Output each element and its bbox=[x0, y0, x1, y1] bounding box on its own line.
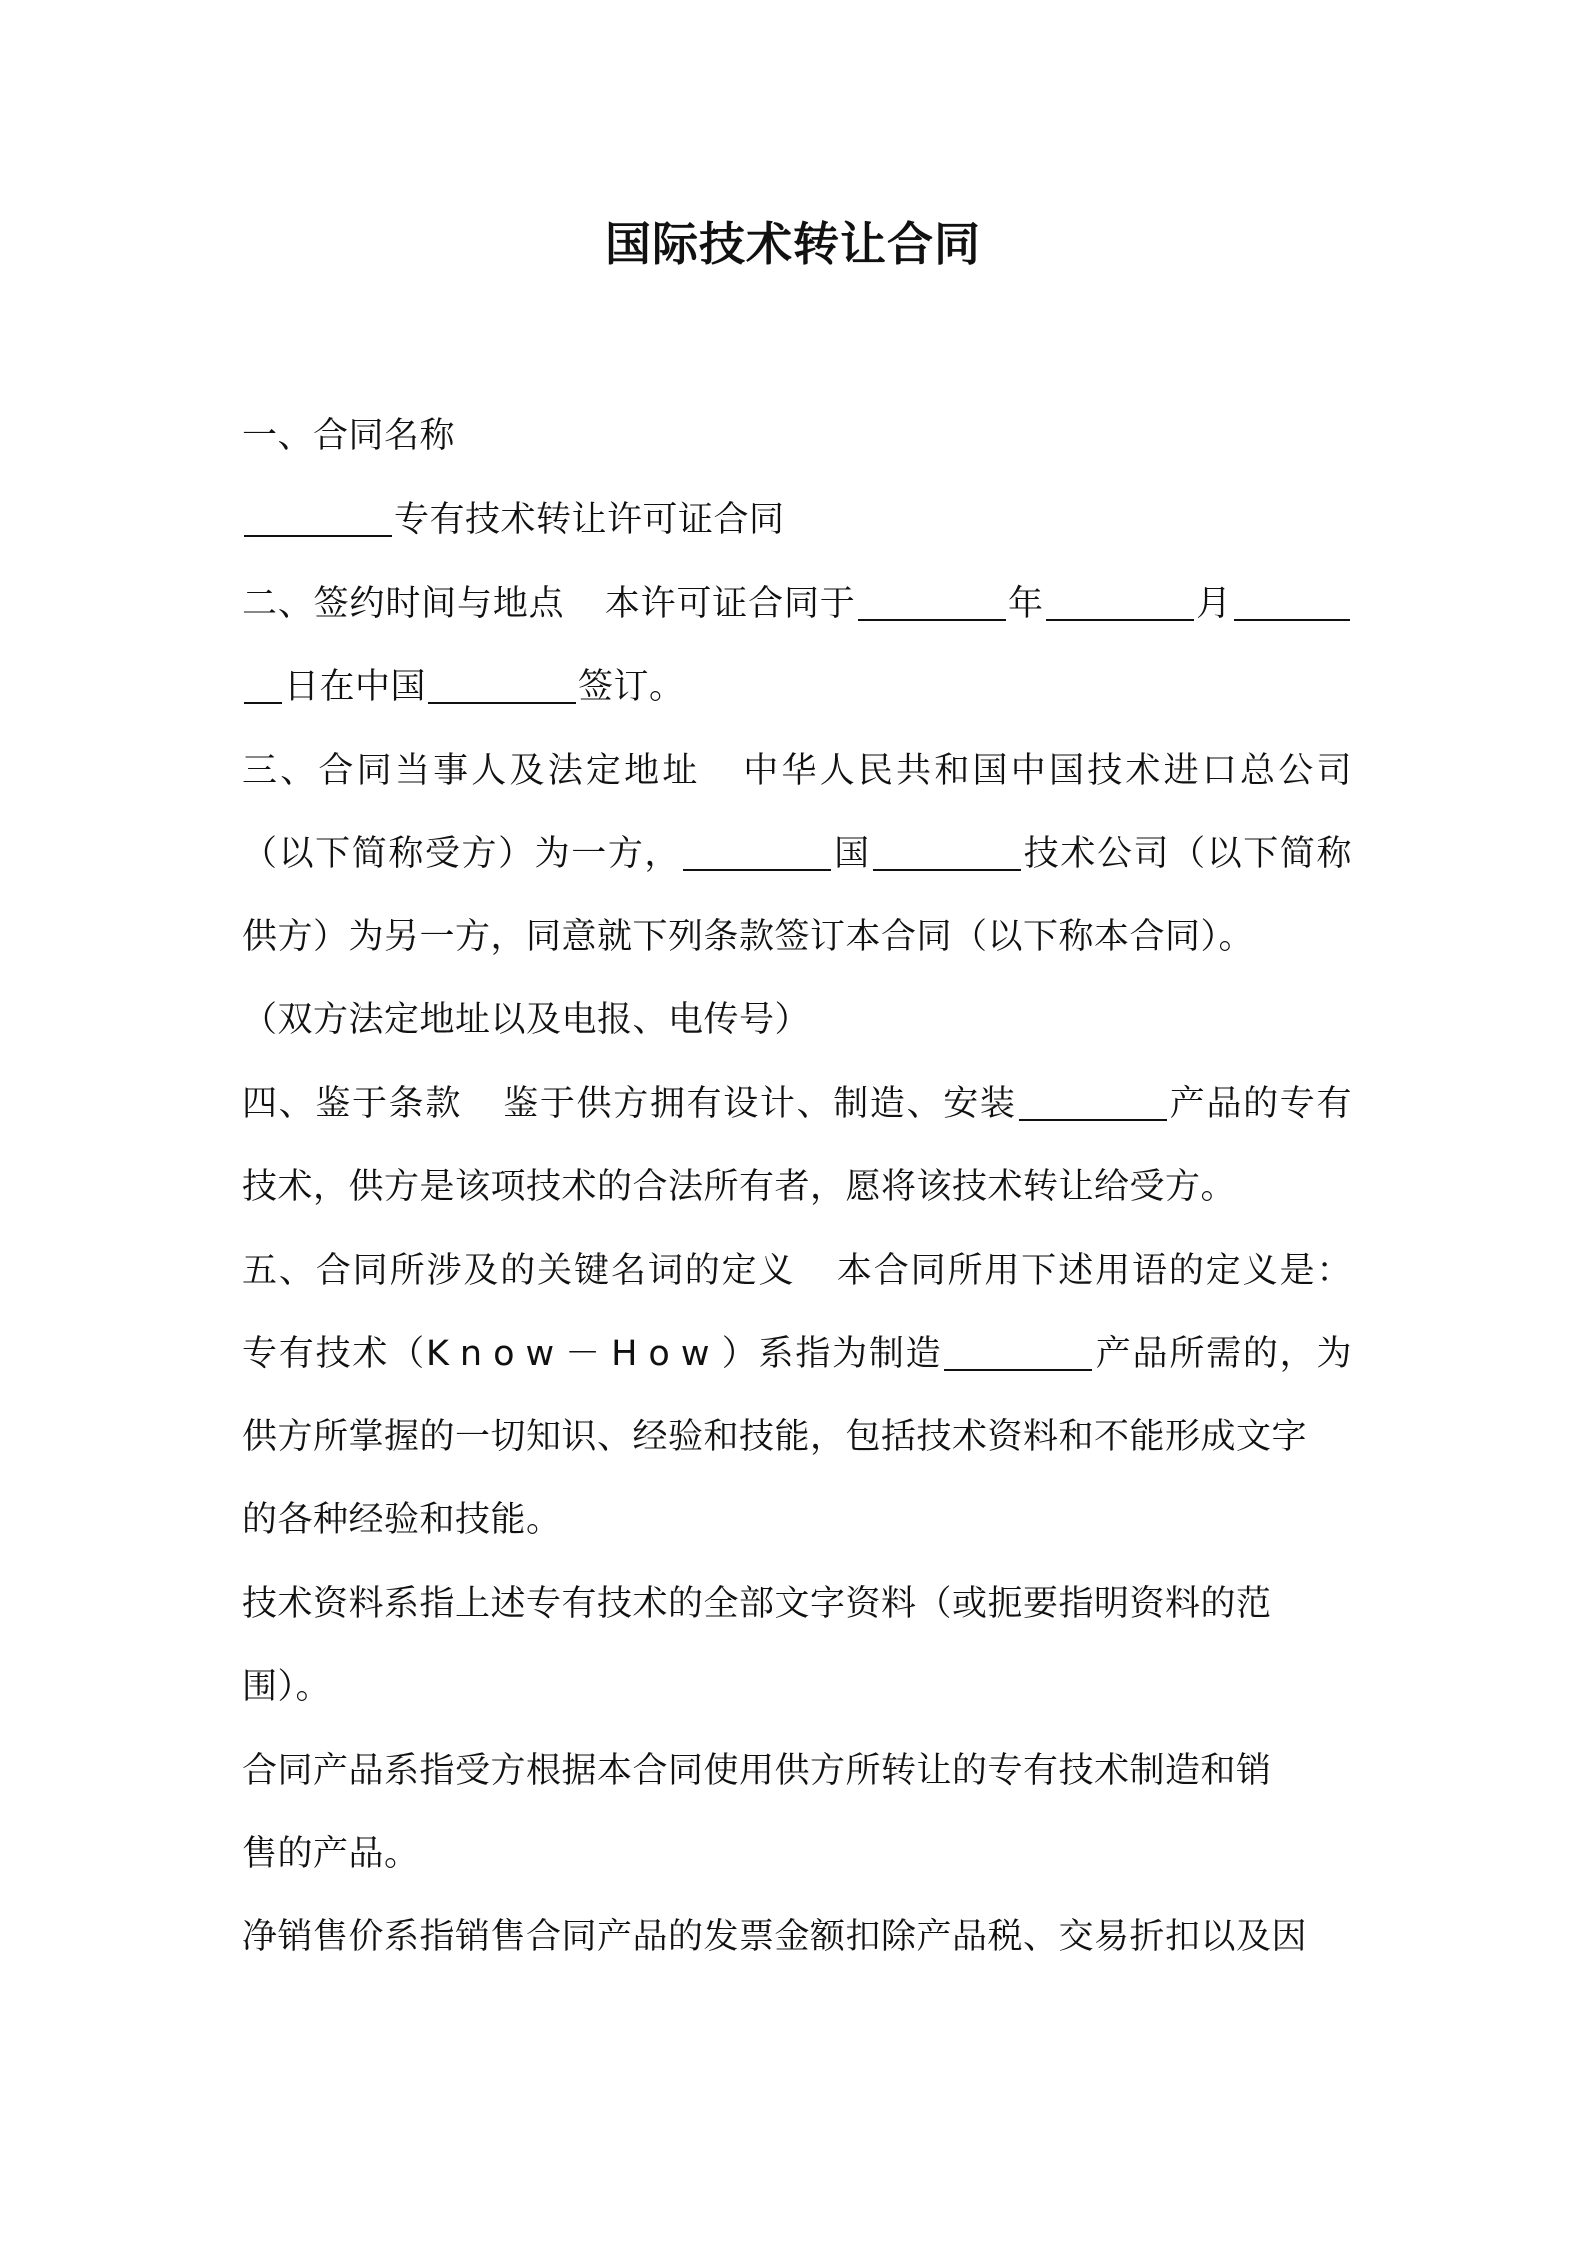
blank-underline bbox=[683, 835, 831, 871]
definition-know-how-cont2: 的各种经验和技能。 bbox=[242, 1500, 562, 1540]
definition-contract-product: 合同产品系指受方根据本合同使用供方所转让的专有技术制造和销 bbox=[242, 1751, 1272, 1791]
blank-underline bbox=[1046, 585, 1194, 621]
section-3-note: （双方法定地址以及电报、电传号） bbox=[242, 1000, 811, 1040]
definition-technical-data-cont: 围）。 bbox=[242, 1667, 332, 1707]
document-title: 国际技术转让合同 bbox=[605, 217, 981, 271]
section-4-line: 四、鉴于条款 鉴于供方拥有设计、制造、安装 产品的专有 bbox=[242, 1084, 1352, 1124]
section-3-line: 三、合同当事人及法定地址 中华人民共和国中国技术进口总公司 bbox=[242, 751, 1352, 791]
section-3-line-cont: （以下简称受方）为一方， 国 技术公司（以下简称 bbox=[242, 834, 1352, 874]
contract-name-line: 专有技术转让许可证合同 bbox=[242, 494, 1352, 546]
section-2-line: 二、签约时间与地点 本许可证合同于 年 月 bbox=[242, 578, 1352, 630]
blank-underline bbox=[244, 501, 392, 537]
blank-underline bbox=[1019, 1085, 1167, 1121]
blank-underline bbox=[428, 668, 576, 704]
section-4-line-cont: 技术，供方是该项技术的合法所有者，愿将该技术转让给受方。 bbox=[242, 1167, 1237, 1207]
blank-underline bbox=[944, 1335, 1092, 1371]
definition-technical-data: 技术资料系指上述专有技术的全部文字资料（或扼要指明资料的范 bbox=[242, 1584, 1272, 1624]
definition-contract-product-cont: 售的产品。 bbox=[242, 1834, 420, 1874]
blank-underline bbox=[858, 585, 1006, 621]
blank-underline bbox=[873, 835, 1021, 871]
section-2-line-cont: 日在中国 签订。 bbox=[242, 661, 1352, 713]
section-3-line-cont2: 供方）为另一方，同意就下列条款签订本合同（以下称本合同）。 bbox=[242, 917, 1255, 957]
blank-underline bbox=[1234, 585, 1350, 621]
section-5-line: 五、合同所涉及的关键名词的定义 本合同所用下述用语的定义是： bbox=[242, 1251, 1352, 1291]
section-1-heading: 一、合同名称 bbox=[242, 416, 456, 456]
definition-net-sales-price: 净销售价系指销售合同产品的发票金额扣除产品税、交易折扣以及因 bbox=[242, 1917, 1308, 1957]
definition-know-how: 专有技术（Know－How）系指为制造 产品所需的，为 bbox=[242, 1334, 1352, 1374]
blank-underline bbox=[244, 668, 282, 704]
definition-know-how-cont: 供方所掌握的一切知识、经验和技能，包括技术资料和不能形成文字 bbox=[242, 1417, 1308, 1457]
